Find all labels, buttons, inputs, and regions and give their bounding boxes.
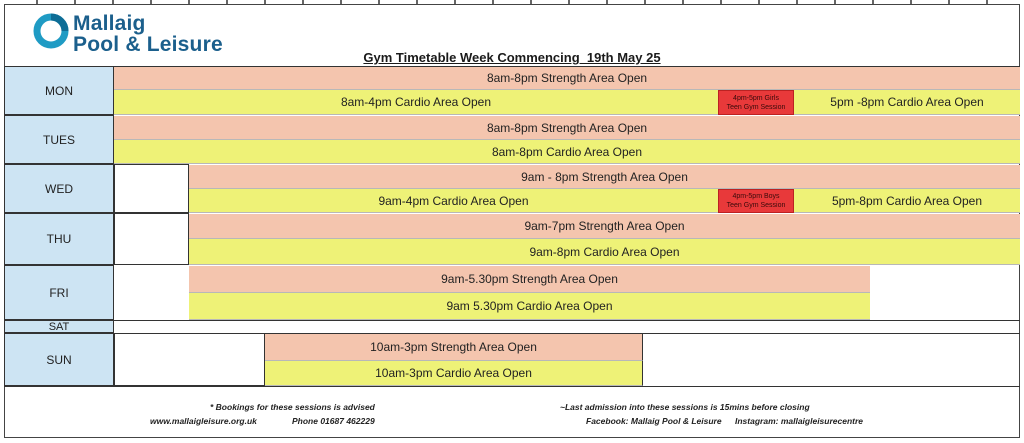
logo-icon bbox=[33, 13, 69, 49]
teen-line1: 4pm-5pm Boys bbox=[732, 193, 780, 200]
mon-strength-bar bbox=[114, 67, 1020, 90]
wed-cardio-pm-bar bbox=[794, 189, 1020, 213]
mon-teen-session bbox=[718, 90, 794, 115]
bar-label: 9am-7pm Strength Area Open bbox=[524, 219, 685, 233]
wed-teen-session bbox=[718, 189, 794, 213]
footer-divider bbox=[4, 386, 1020, 387]
bar-label: 9am - 8pm Strength Area Open bbox=[521, 169, 688, 184]
day-label-fri bbox=[4, 265, 114, 320]
last-admission-note: ~Last admission into these sessions is 15mins before closing bbox=[560, 402, 810, 412]
bookings-note: * Bookings for these sessions is advised bbox=[210, 402, 375, 412]
mon-cardio-pm-bar bbox=[794, 90, 1020, 115]
thu-strength-bar bbox=[189, 214, 1020, 239]
teen-line2: Teen Gym Session bbox=[726, 202, 786, 209]
logo-text-line1: Mallaig bbox=[73, 12, 146, 35]
bar-label: 8am-8pm Strength Area Open bbox=[486, 71, 648, 85]
day-label-text: SUN bbox=[46, 352, 72, 367]
sun-cardio-bar bbox=[265, 361, 643, 386]
sun-empty-cell bbox=[114, 333, 265, 386]
day-label-text: SAT bbox=[48, 320, 70, 333]
day-label-text: WED bbox=[45, 181, 73, 196]
wed-strength-bar bbox=[189, 165, 1020, 189]
bar-label: 8am-8pm Cardio Area Open bbox=[491, 144, 643, 159]
bar-label: 10am-3pm Cardio Area Open bbox=[375, 366, 532, 380]
logo-text-line2: Pool & Leisure bbox=[73, 33, 223, 56]
phone-number: Phone 01687 462229 bbox=[292, 416, 375, 426]
tues-strength-bar bbox=[114, 116, 1020, 140]
mon-cardio-am-bar bbox=[114, 90, 718, 115]
day-label-thu bbox=[4, 213, 114, 265]
instagram-handle: Instagram: mallaigleisurecentre bbox=[735, 416, 864, 426]
day-label-sat bbox=[4, 320, 114, 333]
wed-empty-cell bbox=[114, 164, 189, 213]
thu-empty-cell bbox=[114, 213, 189, 265]
bar-label: 8am-4pm Cardio Area Open bbox=[340, 95, 492, 109]
thu-cardio-bar bbox=[189, 239, 1020, 265]
tues-cardio-bar bbox=[114, 140, 1020, 164]
day-label-tues bbox=[4, 115, 114, 164]
bar-label: 10am-3pm Strength Area Open bbox=[370, 340, 537, 354]
timetable-title: Gym Timetable Week Commencing 19th May 25 bbox=[363, 50, 661, 65]
day-label-text: MON bbox=[45, 83, 73, 98]
facebook-handle: Facebook: Mallaig Pool & Leisure bbox=[586, 416, 722, 426]
day-label-text: THU bbox=[46, 232, 72, 246]
teen-line2: Teen Gym Session bbox=[726, 103, 786, 111]
sun-strength-bar bbox=[265, 334, 643, 361]
wed-cardio-am-bar bbox=[189, 189, 718, 213]
teen-line1: 4pm-5pm Girls bbox=[733, 94, 779, 102]
bar-label: 8am-8pm Strength Area Open bbox=[486, 120, 648, 135]
bar-label: 9am-4pm Cardio Area Open bbox=[378, 193, 529, 208]
day-label-mon bbox=[4, 66, 114, 115]
day-label-text: TUES bbox=[42, 132, 75, 147]
bar-label: 9am-8pm Cardio Area Open bbox=[529, 244, 680, 259]
bar-label: 9am 5.30pm Cardio Area Open bbox=[446, 299, 613, 313]
day-label-text: FRI bbox=[49, 285, 69, 300]
bar-label: 9am-5.30pm Strength Area Open bbox=[441, 272, 618, 286]
day-label-sun bbox=[4, 333, 114, 386]
bar-label: 5pm -8pm Cardio Area Open bbox=[830, 95, 984, 109]
fri-cardio-bar bbox=[189, 293, 870, 320]
fri-strength-bar bbox=[189, 266, 870, 293]
website-link[interactable]: www.mallaigleisure.org.uk bbox=[150, 416, 257, 426]
day-label-wed bbox=[4, 164, 114, 213]
bar-label: 5pm-8pm Cardio Area Open bbox=[831, 193, 983, 208]
row-divider bbox=[4, 320, 1020, 321]
